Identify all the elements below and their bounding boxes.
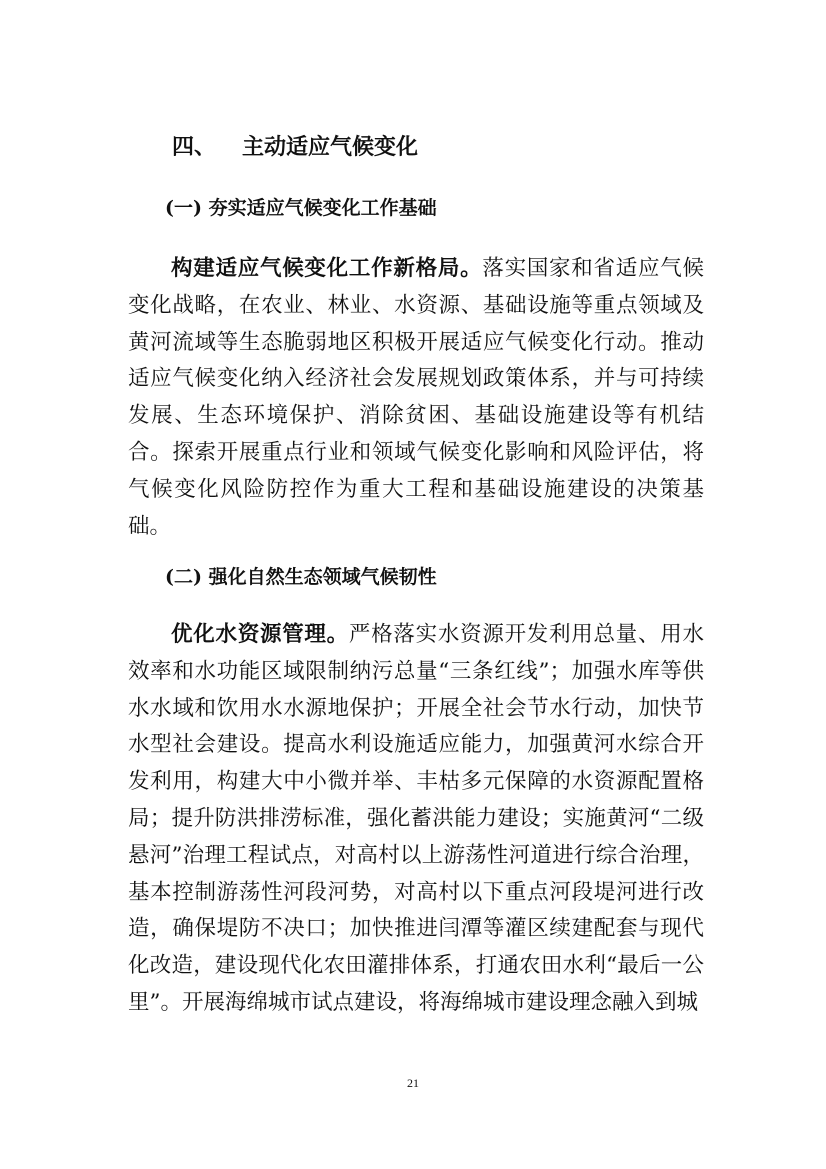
section-title: 主动适应气候变化 [242, 135, 419, 160]
paragraph-2 [128, 617, 704, 1022]
subsection-heading-2: (二) 强化自然生态领域气候韧性 [165, 566, 437, 588]
paragraph-2-lead: 优化水资源管理。 [171, 622, 349, 647]
paragraph-1-text: 落实国家和省适应气候变化战略，在农业、林业、水资源、基础设施等重点领域及黄河流域等生态脆弱地区积极开展适应气候变化行动。推动适应气候变化纳入经济社会发展规划政策体系，并与可持续发展、生态环境保护、消除贫困、基础设施建设等有机结合。探索开展重点行业和领域气候变化影响和风险评估，将气候变化风险防控作为重大工程和基础设施建设的决策基础。 [128, 256, 704, 539]
paragraph-1-lead: 构建适应气候变化工作新格局。 [171, 256, 483, 281]
subsection-heading-1: (一) 夯实适应气候变化工作基础 [165, 197, 437, 219]
section-number: 四、 [172, 135, 217, 160]
page-number: 21 [407, 1076, 419, 1090]
section-heading [172, 131, 418, 165]
paragraph-1 [128, 251, 704, 545]
paragraph-2-text: 严格落实水资源开发利用总量、用水效率和水功能区域限制纳污总量“三条红线”；加强水库等供水水域和饮用水水源地保护；开展全社会节水行动，加快节水型社会建设。提高水利设施适应能力，加强黄河水综合开发利用，构建大中小微并举、丰枯多元保障的水资源配置格局；提升防洪排涝标准，强化蓄洪能力建设；实施黄河“二级悬河”治理工程试点，对高村以上游荡性河道进行综合治理，基本控制游荡性河段河势，对高村以下重点河段堤河进行改造，确保堤防不决口；加快推进闫潭等灌区续建配套与现代化改造，建设现代化农田灌排体系，打通农田水利“最后一公里”。开展海绵城市试点建设，将海绵城市建设理念融入到城 [128, 622, 704, 1015]
